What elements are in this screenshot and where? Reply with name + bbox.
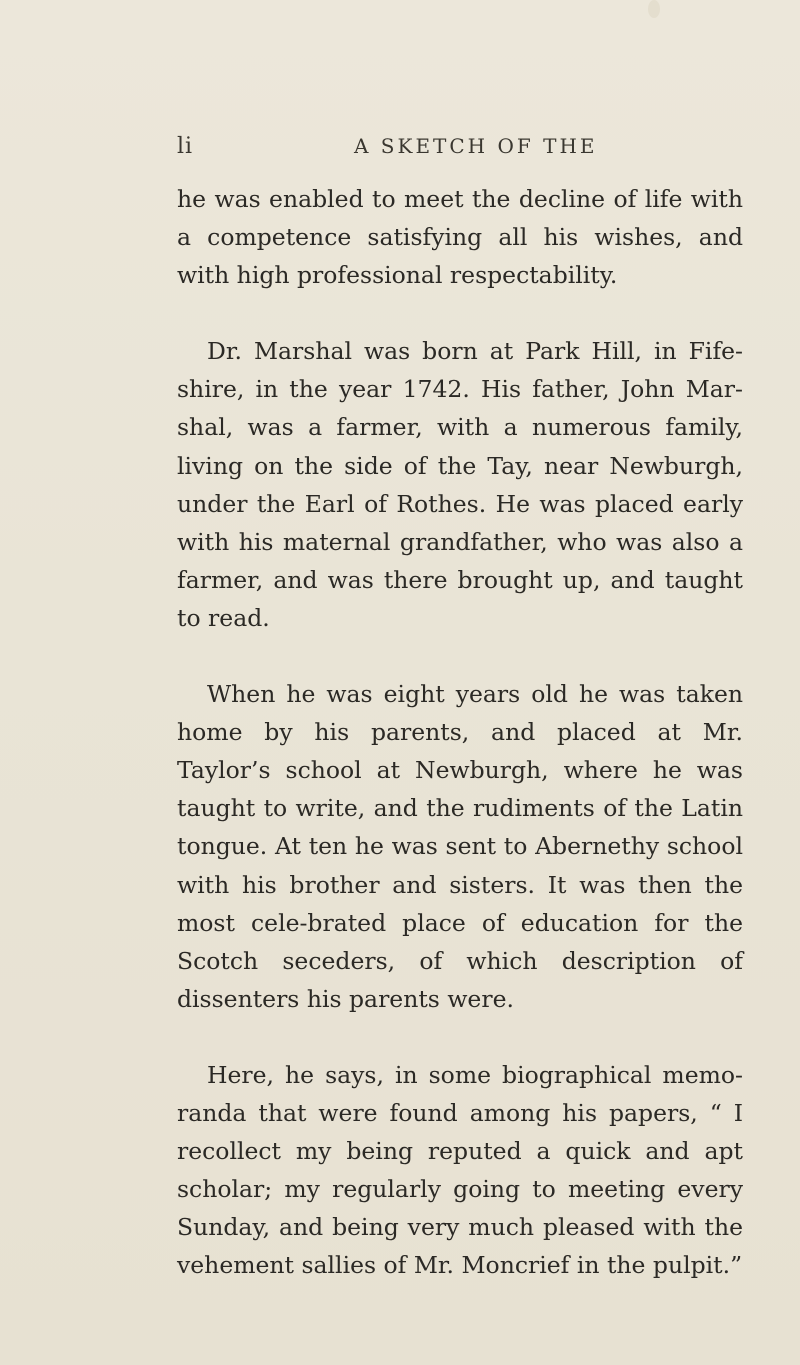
page-number: li	[177, 134, 194, 159]
paragraph-2: Dr. Marshal was born at Park Hill, in Fife-shire, in the year 1742. His father, John Mar-shal, was a farmer, with a numerous family, living on the side of the Tay, near Newburgh, under the Earl of Rothes. He was placed early with his maternal grandfather, who was also a farmer, and was there brought up, and taught to read.	[177, 337, 743, 632]
running-head: A SKETCH OF THE	[354, 134, 598, 158]
paper-stain	[648, 0, 660, 18]
body-text	[177, 180, 743, 1284]
paragraph-4: Here, he says, in some biographical memo-randa that were found among his papers, “ I recollect my being reputed a quick and apt scholar; my regularly going to meeting every Sunday, and being very much pleased with the vehement sallies of Mr. Moncrief in the pulpit.”	[177, 1060, 743, 1280]
paragraph-3: When he was eight years old he was taken home by his parents, and placed at Mr. Taylor’s school at Newburgh, where he was taught to write, and the rudiments of the Latin tongue. At ten he was sent to Abernethy school with his brother and sisters. It was then the most cele-brated place of education for the Scotch seceders, of which description of dissenters his parents were.	[177, 680, 743, 1013]
page-header	[177, 134, 740, 164]
paragraph-1: he was enabled to meet the decline of life with a competence satisfying all his wishes, and with high professional respectability.	[177, 185, 743, 290]
